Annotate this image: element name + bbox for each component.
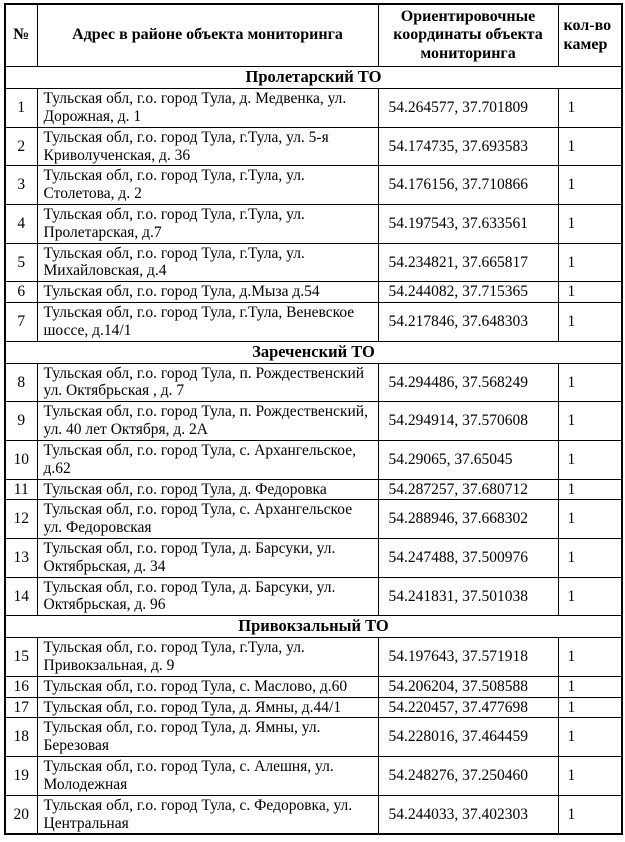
- address-cell: Тульская обл, г.о. город Тула, д. Федоровка: [37, 479, 378, 500]
- row-number-cell: 15: [5, 638, 37, 677]
- coordinates-cell: 54.248276, 37.250460: [378, 757, 558, 796]
- coordinates-cell: 54.287257, 37.680712: [378, 479, 558, 500]
- camera-count-cell: 1: [558, 205, 622, 244]
- row-number-cell: 19: [5, 757, 37, 796]
- section-title: Зареченский ТО: [5, 341, 622, 363]
- coordinates-cell: 54.264577, 37.701809: [378, 89, 558, 128]
- row-number-cell: 5: [5, 243, 37, 282]
- row-number-cell: 11: [5, 479, 37, 500]
- table-row: [5, 166, 622, 205]
- address-cell: Тульская обл, г.о. город Тула, г.Тула, ул. 5-я Криволученская, д. 36: [37, 127, 378, 166]
- address-cell: Тульская обл, г.о. город Тула, д. Барсуки, ул. Октябрьская, д. 96: [37, 577, 378, 616]
- row-number-cell: 20: [5, 795, 37, 834]
- address-cell: Тульская обл, г.о. город Тула, д. Ямны, ул. Березовая: [37, 718, 378, 757]
- section-header-row: [5, 67, 622, 89]
- address-cell: Тульская обл, г.о. город Тула, с. Архангельское ул. Федоровская: [37, 500, 378, 539]
- col-header-coordinates: Ориентировочные координаты объекта мониторинга: [378, 4, 558, 67]
- address-cell: Тульская обл, г.о. город Тула, д. Ямны, д.44/1: [37, 697, 378, 718]
- section-header-row: [5, 616, 622, 638]
- table-row: [5, 757, 622, 796]
- table-row: [5, 795, 622, 834]
- coordinates-cell: 54.220457, 37.477698: [378, 697, 558, 718]
- row-number-cell: 13: [5, 538, 37, 577]
- table-row: [5, 479, 622, 500]
- coordinates-cell: 54.174735, 37.693583: [378, 127, 558, 166]
- row-number-cell: 10: [5, 440, 37, 479]
- camera-count-cell: 1: [558, 363, 622, 402]
- table-row: [5, 676, 622, 697]
- row-number-cell: 2: [5, 127, 37, 166]
- camera-count-cell: 1: [558, 757, 622, 796]
- camera-count-cell: 1: [558, 303, 622, 342]
- row-number-cell: 12: [5, 500, 37, 539]
- address-cell: Тульская обл, г.о. город Тула, г.Тула, ул. Михайловская, д.4: [37, 243, 378, 282]
- address-cell: Тульская обл, г.о. город Тула, с. Алешня, ул. Молодежная: [37, 757, 378, 796]
- camera-count-cell: 1: [558, 127, 622, 166]
- camera-count-cell: 1: [558, 440, 622, 479]
- section-title: Пролетарский ТО: [5, 67, 622, 89]
- table-row: [5, 577, 622, 616]
- camera-count-cell: 1: [558, 282, 622, 303]
- camera-count-cell: 1: [558, 577, 622, 616]
- table-row: [5, 402, 622, 441]
- col-header-address: Адрес в районе объекта мониторинга: [37, 4, 378, 67]
- table-row: [5, 440, 622, 479]
- header-row: [5, 4, 622, 67]
- address-cell: Тульская обл, г.о. город Тула, д. Медвенка, ул. Дорожная, д. 1: [37, 89, 378, 128]
- section-title: Привокзальный ТО: [5, 616, 622, 638]
- row-number-cell: 18: [5, 718, 37, 757]
- table-row: [5, 89, 622, 128]
- camera-count-cell: 1: [558, 538, 622, 577]
- section-header-row: [5, 341, 622, 363]
- coordinates-cell: 54.29065, 37.65045: [378, 440, 558, 479]
- row-number-cell: 14: [5, 577, 37, 616]
- address-cell: Тульская обл, г.о. город Тула, г.Тула, Веневское шоссе, д.14/1: [37, 303, 378, 342]
- table-row: [5, 303, 622, 342]
- coordinates-cell: 54.228016, 37.464459: [378, 718, 558, 757]
- address-cell: Тульская обл, г.о. город Тула, д.Мыза д.54: [37, 282, 378, 303]
- table-row: [5, 243, 622, 282]
- address-cell: Тульская обл, г.о. город Тула, г.Тула, ул. Пролетарская, д.7: [37, 205, 378, 244]
- camera-count-cell: 1: [558, 697, 622, 718]
- row-number-cell: 4: [5, 205, 37, 244]
- table-row: [5, 718, 622, 757]
- address-cell: Тульская обл, г.о. город Тула, п. Рождественский ул. Октябрьская , д. 7: [37, 363, 378, 402]
- coordinates-cell: 54.241831, 37.501038: [378, 577, 558, 616]
- coordinates-cell: 54.244082, 37.715365: [378, 282, 558, 303]
- table-row: [5, 538, 622, 577]
- coordinates-cell: 54.247488, 37.500976: [378, 538, 558, 577]
- camera-count-cell: 1: [558, 718, 622, 757]
- table-row: [5, 697, 622, 718]
- table-row: [5, 500, 622, 539]
- address-cell: Тульская обл, г.о. город Тула, с. Архангельское, д.62: [37, 440, 378, 479]
- coordinates-cell: 54.234821, 37.665817: [378, 243, 558, 282]
- row-number-cell: 6: [5, 282, 37, 303]
- coordinates-cell: 54.288946, 37.668302: [378, 500, 558, 539]
- table-row: [5, 638, 622, 677]
- row-number-cell: 8: [5, 363, 37, 402]
- coordinates-cell: 54.206204, 37.508588: [378, 676, 558, 697]
- col-header-camera-count: кол-во камер: [558, 4, 622, 67]
- coordinates-cell: 54.197643, 37.571918: [378, 638, 558, 677]
- camera-count-cell: 1: [558, 795, 622, 834]
- address-cell: Тульская обл, г.о. город Тула, п. Рождественский, ул. 40 лет Октября, д. 2А: [37, 402, 378, 441]
- coordinates-cell: 54.294914, 37.570608: [378, 402, 558, 441]
- camera-count-cell: 1: [558, 479, 622, 500]
- table-row: [5, 282, 622, 303]
- row-number-cell: 16: [5, 676, 37, 697]
- camera-count-cell: 1: [558, 500, 622, 539]
- camera-count-cell: 1: [558, 638, 622, 677]
- table-row: [5, 205, 622, 244]
- address-cell: Тульская обл, г.о. город Тула, с. Маслово, д.60: [37, 676, 378, 697]
- row-number-cell: 7: [5, 303, 37, 342]
- coordinates-cell: 54.294486, 37.568249: [378, 363, 558, 402]
- camera-count-cell: 1: [558, 402, 622, 441]
- row-number-cell: 9: [5, 402, 37, 441]
- coordinates-cell: 54.197543, 37.633561: [378, 205, 558, 244]
- row-number-cell: 1: [5, 89, 37, 128]
- table-body: [5, 67, 622, 835]
- row-number-cell: 3: [5, 166, 37, 205]
- address-cell: Тульская обл, г.о. город Тула, г.Тула, ул. Привокзальная, д. 9: [37, 638, 378, 677]
- coordinates-cell: 54.217846, 37.648303: [378, 303, 558, 342]
- camera-count-cell: 1: [558, 166, 622, 205]
- address-cell: Тульская обл, г.о. город Тула, г.Тула, ул. Столетова, д. 2: [37, 166, 378, 205]
- monitoring-objects-table: [4, 3, 623, 835]
- table-row: [5, 363, 622, 402]
- address-cell: Тульская обл, г.о. город Тула, с. Федоровка, ул. Центральная: [37, 795, 378, 834]
- camera-count-cell: 1: [558, 676, 622, 697]
- camera-count-cell: 1: [558, 89, 622, 128]
- camera-count-cell: 1: [558, 243, 622, 282]
- table-row: [5, 127, 622, 166]
- coordinates-cell: 54.244033, 37.402303: [378, 795, 558, 834]
- address-cell: Тульская обл, г.о. город Тула, д. Барсуки, ул. Октябрьская, д. 34: [37, 538, 378, 577]
- row-number-cell: 17: [5, 697, 37, 718]
- col-header-number: №: [5, 4, 37, 67]
- coordinates-cell: 54.176156, 37.710866: [378, 166, 558, 205]
